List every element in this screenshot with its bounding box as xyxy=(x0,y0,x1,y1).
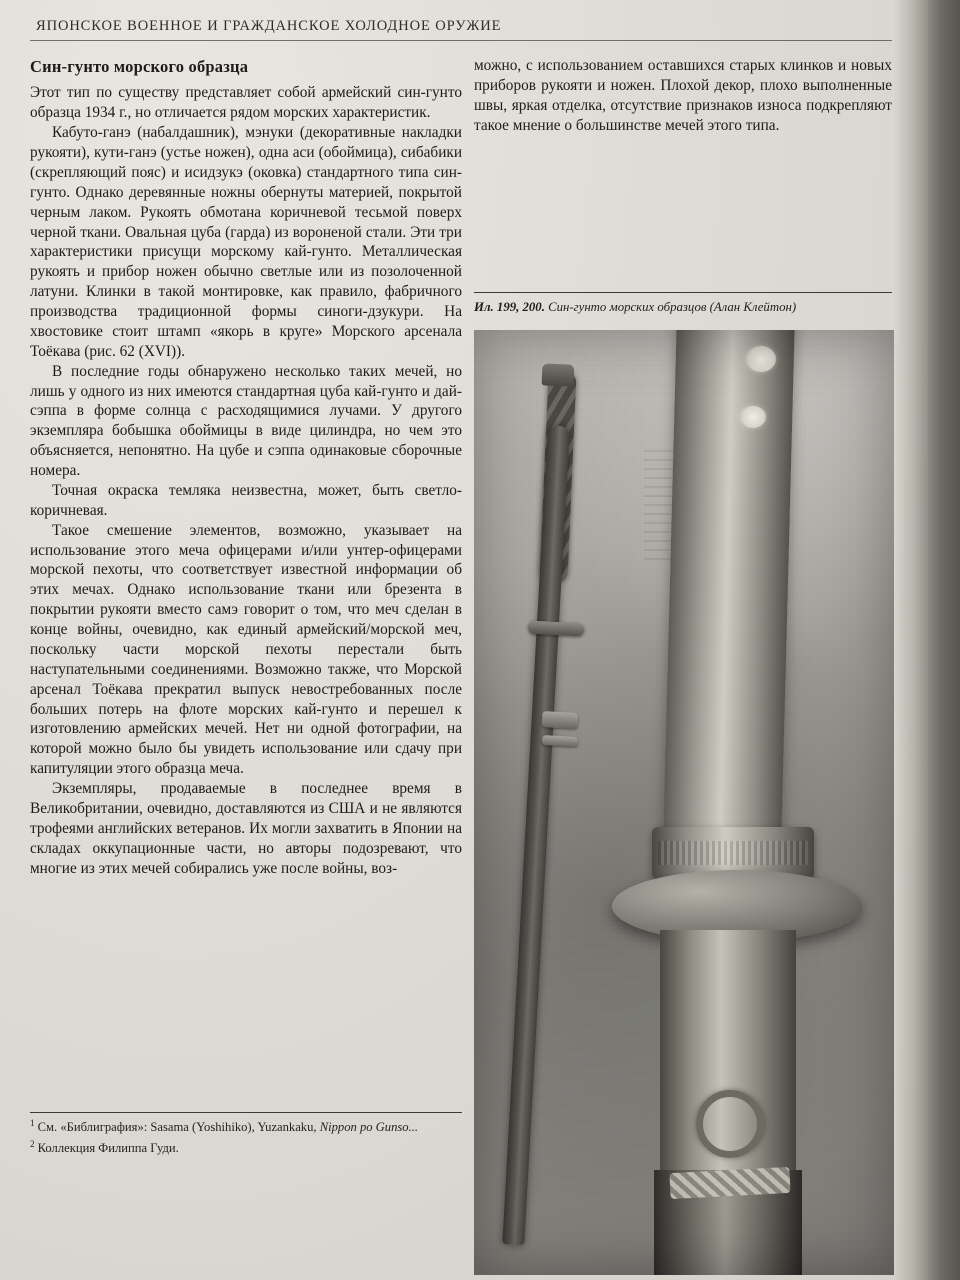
figure-photograph xyxy=(474,330,894,1275)
figure-caption xyxy=(474,300,894,315)
page-edge-shadow xyxy=(928,0,960,1280)
sword-grip-closeup xyxy=(663,330,795,841)
footnote-item xyxy=(30,1118,466,1136)
paragraph: В последние годы обнаружено несколько таких мечей, но лишь у одного из них имеются стандартная цуба кай-гунто и дай-сэппа в форме солнца с расходящимися лучами. У другого экземпляра бобышка обоймицы в виде цилиндра, но чем это объясняется, непонятно. На цубе и сэппа одинаковые сборочные номера. xyxy=(30,362,462,480)
footnote-marker: 1 xyxy=(30,1118,35,1128)
paragraph: Экземпляры, продаваемые в последнее время в Великобритании, очевидно, доставляются из США и не являются трофеями английских ветеранов. Их могли захватить в Японии на складах оккупационные части, но авторы подозревают, что многие из этих мечей собирались уже после войны, воз- xyxy=(30,780,462,877)
paragraph: Точная окраска темляка неизвестна, может, быть светло-коричневая. xyxy=(30,481,462,519)
footnote-item xyxy=(30,1139,466,1157)
menuki-ornament-upper xyxy=(746,346,776,372)
footnote-rule xyxy=(30,1112,462,1113)
sword-full-view xyxy=(522,364,608,1264)
scabbard-band-upper xyxy=(542,711,579,729)
footnote-text: Коллекция Филиппа Гуди. xyxy=(37,1141,179,1156)
ashi-suspension-ring xyxy=(696,1090,764,1158)
figure-caption-number: Ил. 199, 200. xyxy=(474,300,545,314)
menuki-ornament-lower xyxy=(740,406,766,428)
paragraph: Этот тип по существу представляет собой армейский син-гунто образца 1934 г., но отличается рядом морских характеристик. xyxy=(30,84,462,122)
right-text-column xyxy=(474,56,892,136)
paragraph: можно, с использованием оставшихся старых клинков и новых приборов рукояти и ножен. Плохой декор, плохо выполненные швы, яркая отделка, отсутствие признаков износа подкрепляют такое мнение о большинстве мечей этого типа. xyxy=(474,57,892,134)
figure-caption-text: Син-гунто морских образцов (Алан Клейтон) xyxy=(544,300,797,314)
footnote-text: См. «Библиграфия»: Sasama (Yoshihiko), Yuzankaku, xyxy=(37,1120,320,1135)
running-head: ЯПОНСКОЕ ВОЕННОЕ И ГРАЖДАНСКОЕ ХОЛОДНОЕ ОРУЖИЕ xyxy=(36,18,502,34)
figure-rule xyxy=(474,292,892,293)
kabuto-gane-pommel xyxy=(542,363,575,386)
section-title: Син-гунто морского образца xyxy=(30,57,249,76)
paragraph: Такое смешение элементов, возможно, указывает на использование этого меча офицерами и/или унтер-офицерами морской пехоты, что соответствует известной информации об этих мечах. Однако использование ткани или брезента в покрытии рукояти вместо самэ говорит о том, что меч сделан в конце войны, очевидно, как единый армейский/морской меч, поскольку части морской пехоты перестали быть наступательными соединениями. Возможно также, что Морской арсенал Тоёкава прекратил выпуск невостребованных после больших потерь на флоте морских кай-гунто и перешел к изготовлению армейских мечей. Нет ни одной фотографии, на которой можно было бы увидеть использование или сдачу при капитуляции этого образца меча. xyxy=(30,521,462,778)
collar-engraving xyxy=(658,841,808,865)
left-text-column xyxy=(30,56,462,878)
footnotes xyxy=(30,1118,466,1160)
paragraph: Кабуто-ганэ (набалдашник), мэнуки (декоративные накладки рукояти), кути-ганэ (устье ножен), одна аси (обоймица), сибабики (скрепляющий пояс) и исидзукэ (оковка) стандартного типа син-гунто. Однако деревянные ножны обернуты материей, покрытой черным лаком. Рукоять обмотана коричневой тесьмой поверх черной ткани. Овальная цуба (гарда) из вороненой стали. Эти три характеристики присущи морскому кай-гунто. Металлическая рукоять и прибор ножен обычно светлые или из позолоченной латуни. Клинки в такой монтировке, как правило, фабричного производства традиционной формы синоги-дзукури. На хвостовике стоит штамп «якорь в круге» Морского арсенала Тоёкава (рис. 62 (XVI)). xyxy=(30,124,462,360)
footnote-marker: 2 xyxy=(30,1139,35,1150)
header-rule xyxy=(30,40,892,41)
scabbard-band-lower xyxy=(542,735,578,747)
footnote-italic: Nippon po Gunso... xyxy=(319,1120,419,1135)
